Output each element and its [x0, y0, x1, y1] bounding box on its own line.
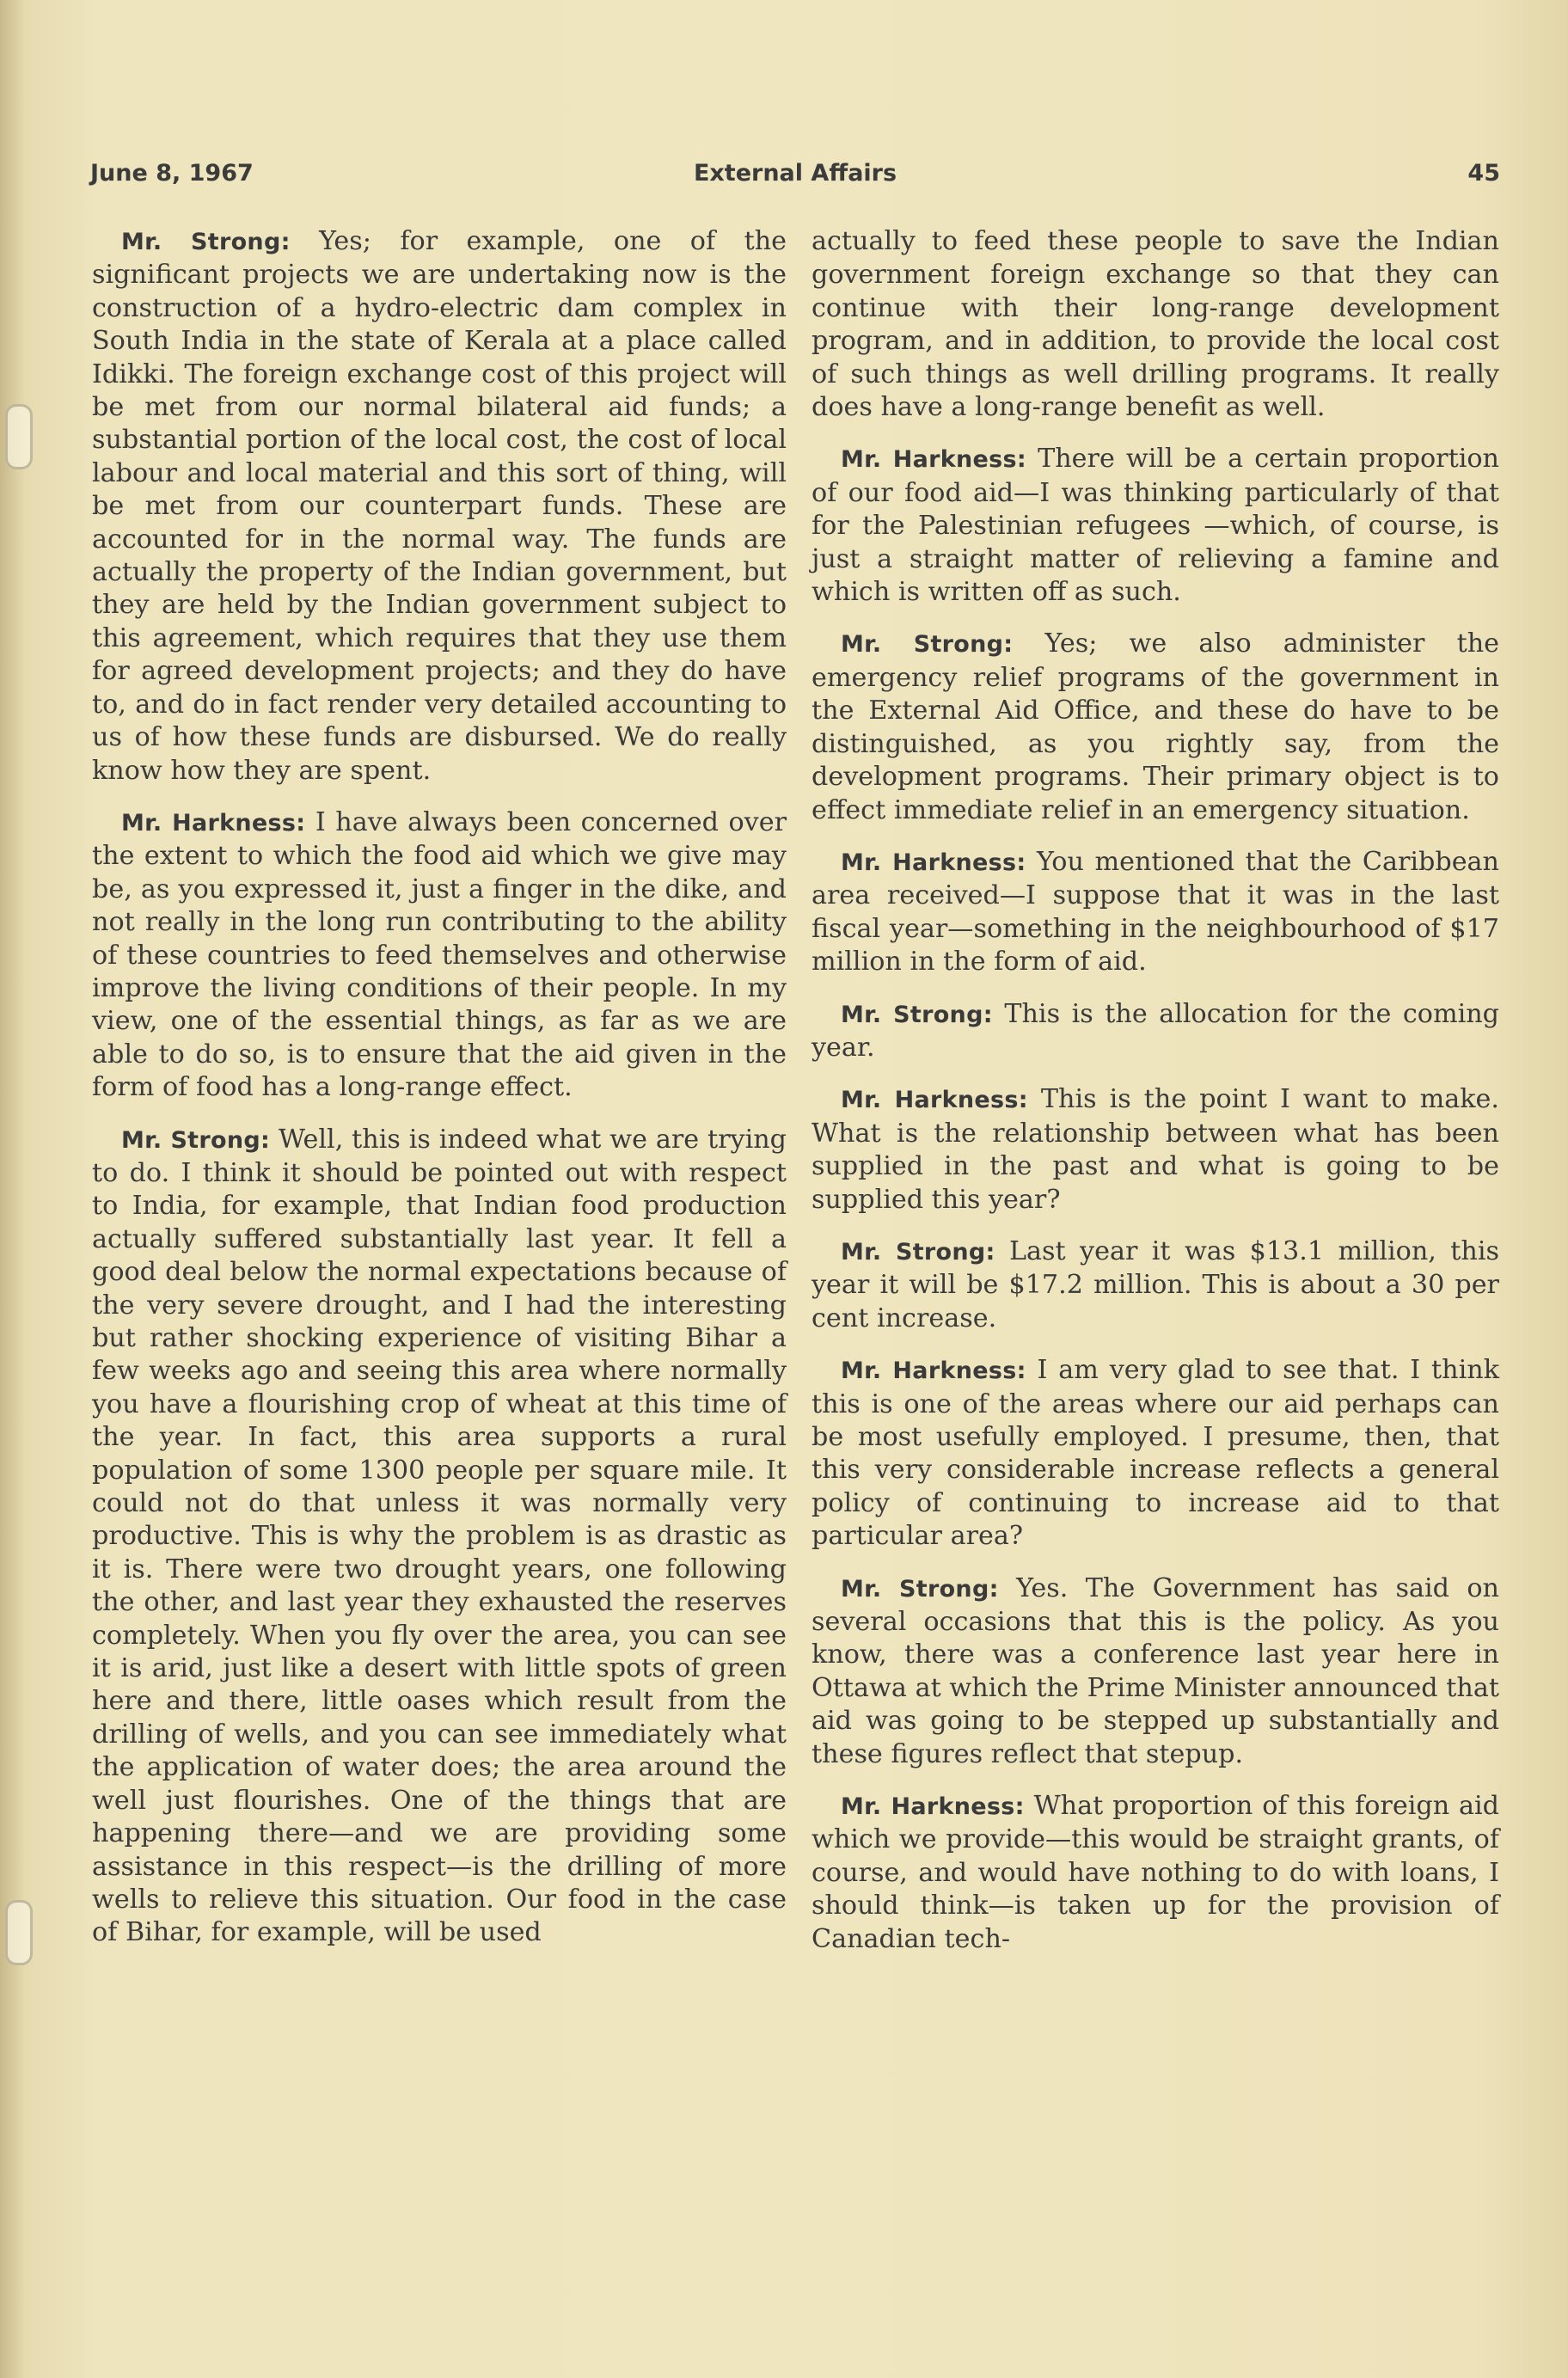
speaker-name: Mr. Harkness:: [841, 849, 1026, 876]
paragraph: [812, 628, 1499, 826]
speaker-name: Mr. Strong:: [841, 1001, 993, 1028]
paragraph: [812, 1235, 1499, 1335]
speaker-name: Mr. Strong:: [841, 1575, 999, 1603]
speaker-name: Mr. Harkness:: [121, 809, 306, 837]
header-date: June 8, 1967: [90, 160, 254, 187]
paragraph-text: What proportion of this foreign aid which we provide—this would be straight grants, of course, and would have nothing to do with loans, I should think—is taken up for the provision of Canadian tech-: [812, 1791, 1500, 1954]
paragraph: [812, 846, 1499, 979]
binding-hole-top: [5, 404, 33, 469]
speaker-name: Mr. Harkness:: [841, 1358, 1026, 1385]
speaker-name: Mr. Harkness:: [841, 1793, 1025, 1821]
paragraph: [92, 1124, 787, 1950]
paragraph: [812, 1354, 1499, 1553]
paragraph: [812, 443, 1499, 609]
paragraph-text: This is the point I want to make. What is the relationship between what has been supplied in the past and what is going to be supplied this year?: [812, 1084, 1499, 1215]
paragraph: [812, 1790, 1499, 1956]
paragraph: [812, 1572, 1499, 1771]
page-number: 45: [1467, 160, 1500, 187]
header-title: External Affairs: [693, 160, 897, 187]
speaker-name: Mr. Strong:: [841, 631, 1014, 659]
left-column: [92, 225, 787, 1969]
paragraph-text: You mentioned that the Caribbean area received—I suppose that it was in the last fiscal year—something in the neighbourhood of $17 million in the form of aid.: [812, 846, 1500, 978]
speaker-name: Mr. Strong:: [121, 1126, 271, 1154]
paragraph-continuation: [812, 225, 1499, 424]
right-column: [812, 225, 1499, 1975]
speaker-name: Mr. Strong:: [121, 229, 291, 255]
paragraph: [92, 806, 787, 1105]
paragraph: [812, 1083, 1499, 1217]
paragraph-text: Well, this is indeed what we are trying to do. I think it should be pointed out with respect to India, for example, that Indian food production actually suffered substantially last year. It fell a good deal below the normal expectations because of the very severe drought, and I had the interesting but rather shocking experience of visiting Bihar a few weeks ago and seeing this area where normally you have a flourishing crop of wheat at this time of the year. In fact, this area supports a rural population of some 1300 people per square mile. It could not do that unless it was normally very productive. This is why the problem is as drastic as it is. There were two drought years, one following the other, and last year they exhausted the reserves completely. When you fly over the area, you can see it is arid, just like a desert with little spots of green here and there, little oases which result from the drilling of wells, and you can see immediately what the application of water does; the area around the well just flourishes. One of the things that are happening there—and we are providing some assistance in this respect—is the drilling of more wells to relieve this situation. Our food in the case of Bihar, for example, will be used: [92, 1124, 787, 1948]
paragraph-text: This is the allocation for the coming year.: [812, 998, 1499, 1063]
speaker-name: Mr. Strong:: [841, 1238, 995, 1266]
paragraph-text: Last year it was $13.1 million, this year it will be $17.2 million. This is about a 30 per cent increase.: [812, 1235, 1499, 1333]
speaker-name: Mr. Harkness:: [841, 1087, 1028, 1114]
paragraph-text: I am very glad to see that. I think this is one of the areas where our aid perhaps can be most usefully employed. I presume, then, that this very considerable increase reflects a general policy of continuing to increase aid to that particular area?: [812, 1355, 1500, 1552]
speaker-name: Mr. Harkness:: [841, 446, 1026, 474]
paragraph-text: Yes. The Government has said on several occasions that this is the policy. As you know, there was a conference last year here in Ottawa at which the Prime Minister announced that aid was going to be stepped up substantially and these figures reflect that stepup.: [812, 1572, 1499, 1769]
paragraph-text: Yes; we also administer the emergency relief programs of the government in the External Aid Office, and these do have to be distinguished, as you rightly say, from the development programs. Their primary object is to effect immediate relief in an emergency situation.: [812, 628, 1500, 825]
paragraph: [92, 225, 787, 788]
binding-edge-shadow: [0, 0, 26, 2378]
binding-hole-bottom: [5, 1900, 33, 1965]
paragraph-text: Yes; for example, one of the significant projects we are undertaking now is the construction of a hydro-electric dam complex in South India in the state of Kerala at a place called Idikki. The foreign exchange cost of this project will be met from our normal bilateral aid funds; a substantial portion of the local cost, the cost of local labour and local material and this sort of thing, will be met from our counterpart funds. These are accounted for in the normal way. The funds are actually the property of the Indian government, but they are held by the Indian government subject to this agreement, which requires that they use them for agreed development projects; and they do have to, and do in fact render very detailed accounting to us of how these funds are disbursed. We do really know how they are spent.: [92, 226, 787, 786]
paragraph-text: There will be a certain proportion of our food aid—I was thinking particularly of that for the Palestinian refugees —which, of course, is just a straight matter of relieving a famine and which is written off as such.: [812, 444, 1499, 608]
paragraph-text: actually to feed these people to save the Indian government foreign exchange so that they can continue with their long-range development program, and in addition, to provide the local cost of such things as well drilling programs. It really does have a long-range benefit as well.: [812, 226, 1499, 423]
running-head: [90, 160, 1500, 194]
paragraph-text: I have always been concerned over the extent to which the food aid which we give may be, as you expressed it, just a finger in the dike, and not really in the long run contributing to the ability of these countries to feed themselves and otherwise improve the living conditions of their people. In my view, one of the essential things, as far as we are able to do so, is to ensure that the aid given in the form of food has a long-range effect.: [92, 806, 787, 1103]
paragraph: [812, 998, 1499, 1065]
